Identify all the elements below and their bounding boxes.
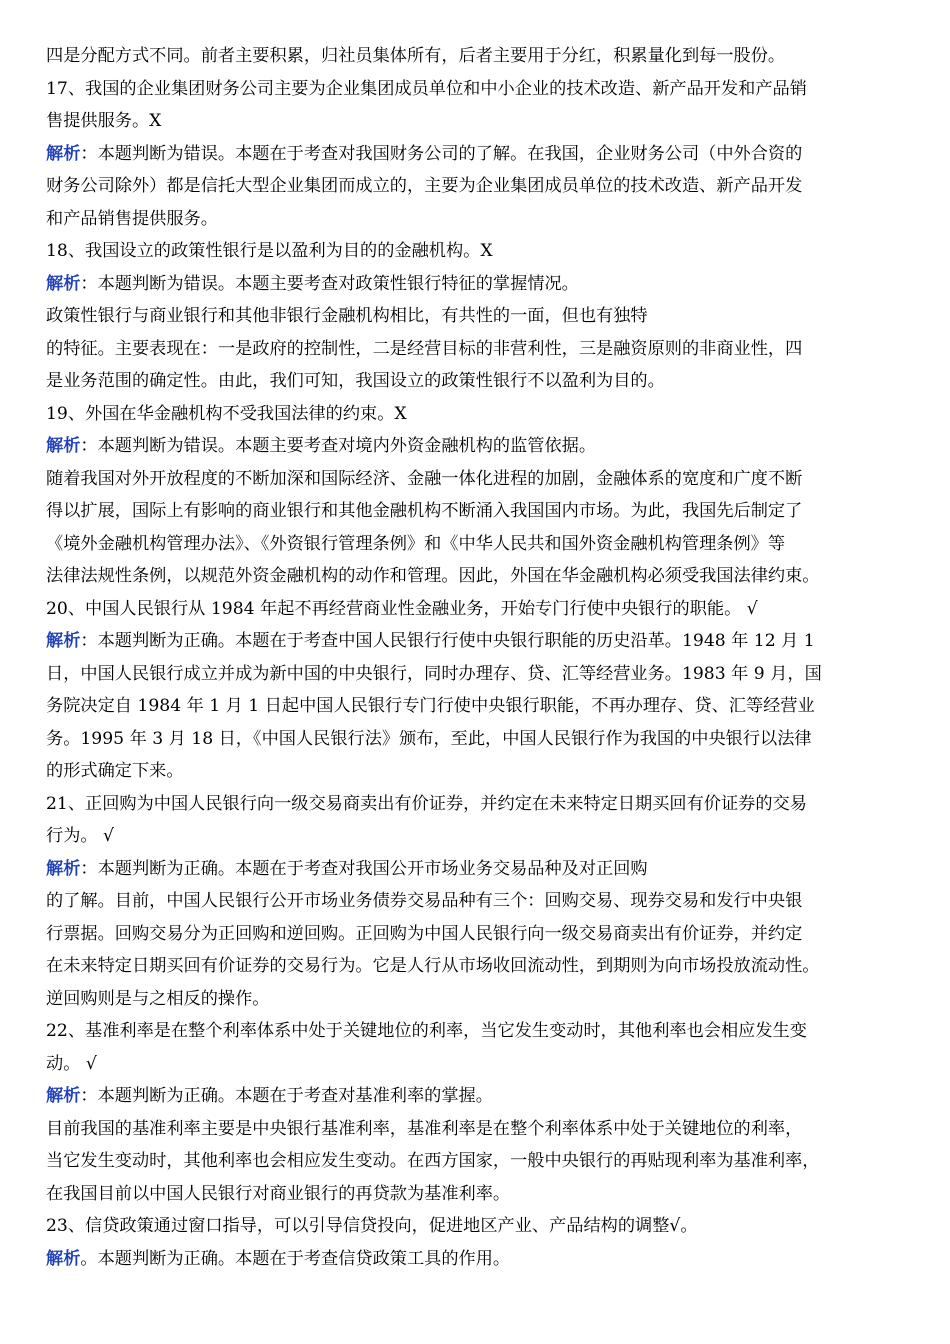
text-line [46, 658, 916, 691]
text-line [46, 1113, 916, 1146]
analysis-line [46, 1243, 916, 1276]
line-text: 19、外国在华金融机构不受我国法律的约束。X [46, 403, 407, 424]
text-line [46, 40, 916, 73]
analysis-label: 解析 [46, 273, 81, 294]
text-line [46, 365, 916, 398]
analysis-line [46, 268, 916, 301]
text-line [46, 235, 916, 268]
line-text: 17、我国的企业集团财务公司主要为企业集团成员单位和中小企业的技术改造、新产品开发和产品销 [46, 78, 807, 99]
line-text: 和产品销售提供服务。 [46, 208, 218, 229]
line-text: ：本题判断为错误。本题主要考查对境内外资金融机构的监管依据。 [80, 436, 597, 456]
text-line [46, 950, 916, 983]
line-text: 政策性银行与商业银行和其他非银行金融机构相比，有共性的一面，但也有独特 [46, 306, 648, 326]
line-text: 务院决定自 1984 年 1 月 1 日起中国人民银行专门行使中央银行职能，不再办理存、贷、汇等经营业 [46, 696, 815, 716]
text-line [46, 463, 916, 496]
line-text: 是业务范围的确定性。由此，我们可知，我国设立的政策性银行不以盈利为目的。 [46, 371, 665, 391]
text-line [46, 398, 916, 431]
text-line [46, 1178, 916, 1211]
line-text: ：本题判断为正确。本题在于考查中国人民银行行使中央银行职能的历史沿革。1948 年 12 月 1 [80, 631, 815, 651]
text-line [46, 593, 916, 626]
line-text: 《境外金融机构管理办法》、《外资银行管理条例》和《中华人民共和国外资金融机构管理条例》等 [46, 533, 786, 554]
text-line [46, 300, 916, 333]
line-text: 逆回购则是与之相反的操作。 [46, 988, 270, 1009]
text-line [46, 203, 916, 236]
text-line [46, 560, 916, 593]
line-text: 目前我国的基准利率主要是中央银行基准利率，基准利率是在整个利率体系中处于关键地位的利率， [46, 1118, 803, 1139]
line-text: 的了解。目前，中国人民银行公开市场业务债券交易品种有三个：回购交易、现券交易和发行中央银 [46, 891, 803, 911]
line-text: ：本题判断为正确。本题在于考查对基准利率的掌握。 [80, 1086, 493, 1106]
text-line [46, 1210, 916, 1243]
text-line [46, 723, 916, 756]
analysis-label: 解析 [46, 436, 81, 456]
text-line [46, 1048, 916, 1081]
line-text: 。本题判断为正确。本题在于考查信贷政策工具的作用。 [80, 1248, 511, 1269]
line-text: 法律法规性条例，以规范外资金融机构的动作和管理。因此，外国在华金融机构必须受我国法律约束。 [46, 566, 820, 586]
line-text: 在我国目前以中国人民银行对商业银行的再贷款为基准利率。 [46, 1183, 511, 1204]
text-line [46, 885, 916, 918]
line-text: ：本题判断为错误。本题主要考查对政策性银行特征的掌握情况。 [80, 273, 579, 294]
text-line [46, 73, 916, 106]
line-text: 23、信贷政策通过窗口指导，可以引导信贷投向，促进地区产业、产品结构的调整√。 [46, 1216, 698, 1236]
analysis-line [46, 430, 916, 463]
line-text: 随着我国对外开放程度的不断加深和国际经济、金融一体化进程的加剧，金融体系的宽度和广度不断 [46, 468, 803, 489]
line-text: 18、我国设立的政策性银行是以盈利为目的的金融机构。X [46, 241, 493, 261]
line-text: 的特征。主要表现在：一是政府的控制性，二是经营目标的非营利性，三是融资原则的非商业性，四 [46, 338, 803, 359]
analysis-line [46, 1080, 916, 1113]
line-text: 当它发生变动时，其他利率也会相应发生变动。在西方国家，一般中央银行的再贴现利率为基准利率， [46, 1151, 820, 1171]
text-line [46, 170, 916, 203]
analysis-line [46, 625, 916, 658]
document-page [46, 40, 916, 1275]
analysis-line [46, 853, 916, 886]
line-text: 日，中国人民银行成立并成为新中国的中央银行，同时办理存、贷、汇等经营业务。1983 年 9 月，国 [46, 663, 822, 684]
line-text: ：本题判断为错误。本题在于考查对我国财务公司的了解。在我国，企业财务公司（中外合资的 [80, 143, 803, 164]
line-text: 在未来特定日期买回有价证券的交易行为。它是人行从市场收回流动性，到期则为向市场投放流动性。 [46, 956, 820, 976]
text-line [46, 1145, 916, 1178]
text-line [46, 690, 916, 723]
text-line [46, 528, 916, 561]
text-line [46, 755, 916, 788]
line-text: 动。 √ [46, 1053, 97, 1074]
line-text: 务。1995 年 3 月 18 日，《中国人民银行法》颁布，至此，中国人民银行作为我国的中央银行以法律 [46, 728, 812, 749]
analysis-label: 解析 [46, 1086, 81, 1106]
text-line [46, 820, 916, 853]
text-line [46, 918, 916, 951]
line-text: 的形式确定下来。 [46, 761, 184, 781]
text-line [46, 333, 916, 366]
line-text: 得以扩展，国际上有影响的商业银行和其他金融机构不断涌入我国国内市场。为此，我国先后制定了 [46, 501, 803, 521]
line-text: 20、中国人民银行从 1984 年起不再经营商业性金融业务，开始专门行使中央银行的职能。 √ [46, 598, 758, 619]
analysis-label: 解析 [46, 1248, 81, 1269]
line-text: 行为。 √ [46, 826, 114, 846]
line-text: 行票据。回购交易分为正回购和逆回购。正回购为中国人民银行向一级交易商卖出有价证券，并约定 [46, 923, 803, 944]
line-text: ：本题判断为正确。本题在于考查对我国公开市场业务交易品种及对正回购 [80, 858, 648, 879]
line-text: 财务公司除外）都是信托大型企业集团而成立的，主要为企业集团成员单位的技术改造、新产品开发 [46, 176, 803, 196]
analysis-label: 解析 [46, 631, 81, 651]
line-text: 四是分配方式不同。前者主要积累，归社员集体所有，后者主要用于分红，积累量化到每一股份。 [46, 46, 786, 66]
analysis-label: 解析 [46, 858, 81, 879]
text-line [46, 983, 916, 1016]
line-text: 售提供服务。X [46, 111, 162, 131]
text-line [46, 788, 916, 821]
line-text: 22、基准利率是在整个利率体系中处于关键地位的利率，当它发生变动时，其他利率也会相应发生变 [46, 1021, 807, 1041]
analysis-line [46, 138, 916, 171]
text-line [46, 1015, 916, 1048]
text-line [46, 495, 916, 528]
text-line [46, 105, 916, 138]
line-text: 21、正回购为中国人民银行向一级交易商卖出有价证券，并约定在未来特定日期买回有价证券的交易 [46, 793, 807, 814]
analysis-label: 解析 [46, 143, 81, 164]
